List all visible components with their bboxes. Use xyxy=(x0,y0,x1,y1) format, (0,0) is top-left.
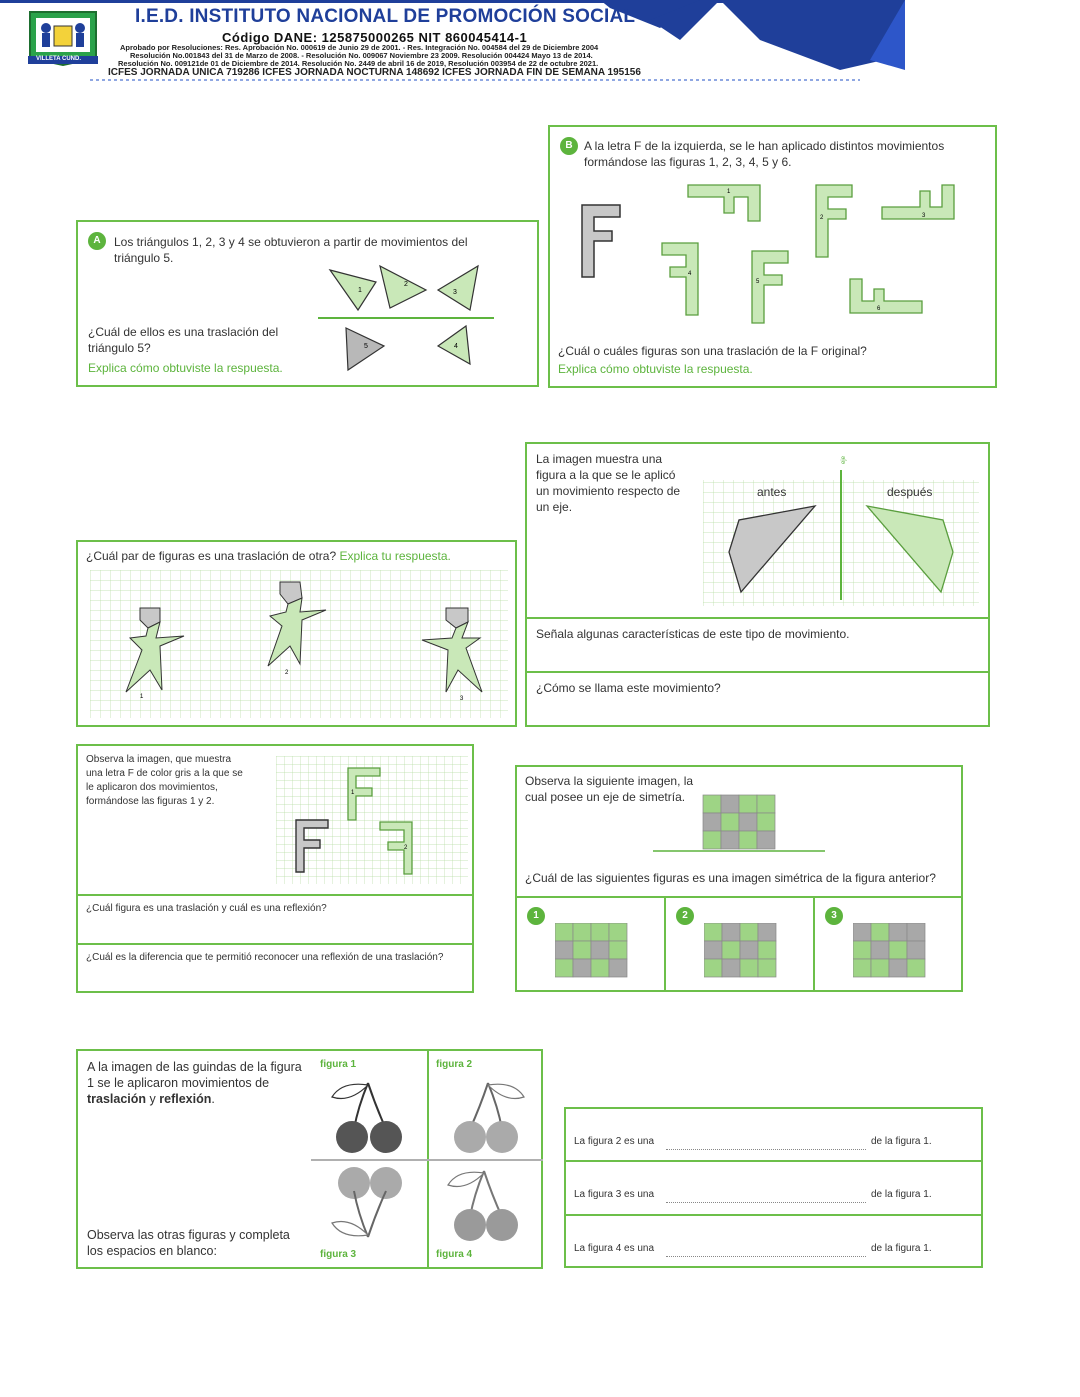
figure-3-label: figura 3 xyxy=(320,1249,357,1260)
figure-4-label: figura 4 xyxy=(436,1249,473,1260)
reflection-figure xyxy=(703,452,979,606)
badge-b: B xyxy=(560,137,578,155)
figure-label: 2 xyxy=(820,215,824,221)
letter-f-figure xyxy=(570,177,990,337)
figure-label: 2 xyxy=(285,670,289,676)
exercise-b-question: ¿Cuál o cuáles figuras son una traslación de la F original? xyxy=(558,344,867,358)
figure-6 xyxy=(850,279,922,313)
exercise-c-question-text: ¿Cuál par de figuras es una traslación de otra? xyxy=(86,549,337,563)
exercise-c-question xyxy=(86,548,506,564)
exercise-b xyxy=(548,125,997,388)
answer-row-1-post: de la figura 1. xyxy=(871,1136,932,1147)
figure-1-label: figura 1 xyxy=(320,1059,357,1070)
exercise-g-intro-mid: y xyxy=(146,1092,160,1106)
answer-row-2-pre: La figura 3 es una xyxy=(574,1189,655,1200)
exercise-a-explain: Explica cómo obtuviste la respuesta. xyxy=(88,361,283,375)
exercise-d-question-2: ¿Cómo se llama este movimiento? xyxy=(536,681,721,695)
exercise-g-intro-text: A la imagen de las guindas de la figura 1 se le aplicaron movimientos de xyxy=(87,1060,302,1090)
exercise-c-explain: Explica tu respuesta. xyxy=(339,549,451,563)
exercise-a xyxy=(76,220,539,387)
word-translation: traslación xyxy=(87,1092,147,1106)
exercise-g xyxy=(76,1049,543,1269)
exercise-d xyxy=(525,442,990,727)
cherries-figure-1 xyxy=(328,1077,412,1155)
exercise-a-question: ¿Cuál de ellos es una traslación del triángulo 5? xyxy=(88,325,279,355)
answer-row-2-post: de la figura 1. xyxy=(871,1189,932,1200)
triangle-label: 4 xyxy=(454,343,458,350)
triangle-label: 3 xyxy=(453,289,457,296)
answer-row-3-pre: La figura 4 es una xyxy=(574,1243,655,1254)
divider xyxy=(813,896,815,990)
figure-label: 3 xyxy=(922,213,926,219)
option-1-grid[interactable] xyxy=(555,923,629,979)
divider xyxy=(566,1160,981,1162)
divider xyxy=(664,896,666,990)
figure-1 xyxy=(688,185,760,221)
triangle-3 xyxy=(438,266,478,310)
institution-name: I.E.D. INSTITUTO NACIONAL DE PROMOCIÓN SOCIAL xyxy=(135,6,636,27)
option-2-grid[interactable] xyxy=(704,923,778,979)
divider xyxy=(78,943,472,945)
answer-row-1-pre: La figura 2 es una xyxy=(574,1136,655,1147)
figure-label: 6 xyxy=(877,306,881,312)
divider xyxy=(517,896,961,898)
resolution-line: Resolución No. 009121de 01 de Diciembre de 2014. Resolución No. 2449 de abril 16 de 2019, Resolución 003954 de 22 de octubre 2021. xyxy=(118,59,599,68)
institution-code: Código DANE: 125875000265 NIT 860045414-1 xyxy=(222,30,528,45)
exercise-b-explain: Explica cómo obtuviste la respuesta. xyxy=(558,362,753,376)
answer-blank-3[interactable] xyxy=(666,1256,866,1257)
exercise-f-intro: Observa la siguiente imagen, la cual posee un eje de simetría. xyxy=(525,774,694,804)
exercise-d-intro: La imagen muestra una figura a la que se le aplicó un movimiento respecto de un eje. xyxy=(536,452,681,514)
option-3-badge[interactable]: 3 xyxy=(825,907,843,925)
figure-4 xyxy=(662,243,698,315)
figure-5 xyxy=(752,251,788,323)
resolution-line: Resolución No.001843 del 31 de Marzo de 2008. - Resolución No. 009067 Noviembre 23 2009. Resolución 004424 Mayo 13 de 2014. xyxy=(130,51,593,60)
letterhead xyxy=(0,0,905,90)
divider xyxy=(527,617,988,619)
figure-label: 1 xyxy=(140,694,144,700)
divider xyxy=(527,671,988,673)
symmetry-model xyxy=(653,793,829,855)
exercise-e xyxy=(76,744,474,993)
divider xyxy=(566,1214,981,1216)
exercise-c xyxy=(76,540,517,727)
figure-label: 4 xyxy=(688,271,692,277)
option-1-badge[interactable]: 1 xyxy=(527,907,545,925)
exercise-e-question-1: ¿Cuál figura es una traslación y cuál es una reflexión? xyxy=(86,903,327,914)
cherries-figure-3 xyxy=(328,1165,412,1243)
school-logo xyxy=(24,8,102,66)
figure-label: 5 xyxy=(756,279,760,285)
exercise-g-intro xyxy=(87,1059,307,1107)
axis-label: eje xyxy=(841,455,847,464)
exercise-a-intro: Los triángulos 1, 2, 3 y 4 se obtuvieron a partir de movimientos del triángulo 5. xyxy=(114,235,468,265)
cherries-figure-4 xyxy=(444,1165,528,1243)
exercise-g-outro: Observa las otras figuras y completa los espacios en blanco: xyxy=(87,1228,290,1258)
answer-row-3-post: de la figura 1. xyxy=(871,1243,932,1254)
original-f xyxy=(582,205,620,277)
word-reflection: reflexión xyxy=(159,1092,212,1106)
option-2-badge[interactable]: 2 xyxy=(676,907,694,925)
figure-2 xyxy=(816,185,852,257)
logo-town: VILLETA CUND. xyxy=(36,56,81,62)
divider xyxy=(311,1159,543,1161)
figure-label: 3 xyxy=(460,696,464,702)
figure-label: 1 xyxy=(351,790,355,796)
triangle-label: 5 xyxy=(364,343,368,350)
triangle-2 xyxy=(380,266,426,308)
figure-3 xyxy=(882,185,954,219)
exercise-d-question-1: Señala algunas características de este tipo de movimiento. xyxy=(536,627,850,641)
f-grid-figure xyxy=(276,756,468,888)
after-label: después xyxy=(887,485,933,499)
triangles-figure xyxy=(318,260,518,380)
figure-2-label: figura 2 xyxy=(436,1059,473,1070)
icfes-codes: ICFES JORNADA UNICA 719286 ICFES JORNADA NOCTURNA 148692 ICFES JORNADA FIN DE SEMANA 195156 xyxy=(108,67,641,78)
figure-label: 2 xyxy=(404,845,408,851)
answer-blank-1[interactable] xyxy=(666,1149,866,1150)
figure-label: 1 xyxy=(727,189,731,195)
resolution-line: Aprobado por Resoluciones: Res. Aprobación No. 000619 de Junio 29 de 2001. - Res. Integración No. 004584 del 29 de Diciembre 2004 xyxy=(120,43,599,52)
divider xyxy=(78,894,472,896)
cherries-figure-2 xyxy=(444,1077,528,1155)
triangle-1 xyxy=(330,270,376,310)
exercise-g-intro-end: . xyxy=(211,1092,215,1106)
stick-figure-grid xyxy=(90,570,508,718)
exercise-b-intro: A la letra F de la izquierda, se le han aplicado distintos movimientos formándose las figuras 1, 2, 3, 4, 5 y 6. xyxy=(584,139,945,169)
before-label: antes xyxy=(757,485,787,499)
exercise-f-question: ¿Cuál de las siguientes figuras es una imagen simétrica de la figura anterior? xyxy=(525,871,936,885)
option-3-grid[interactable] xyxy=(853,923,927,979)
answer-blank-2[interactable] xyxy=(666,1202,866,1203)
badge-a: A xyxy=(88,232,106,250)
exercise-g-answers xyxy=(564,1107,983,1268)
exercise-e-intro: Observa la imagen, que muestra una letra F de color gris a la que se le aplicaron dos movimientos, formándose las figuras 1 y 2. xyxy=(86,754,243,807)
exercise-e-question-2: ¿Cuál es la diferencia que te permitió reconocer una reflexión de una traslación? xyxy=(86,952,444,963)
exercise-f xyxy=(515,765,963,992)
triangle-label: 1 xyxy=(358,287,362,294)
triangle-label: 2 xyxy=(404,281,408,288)
